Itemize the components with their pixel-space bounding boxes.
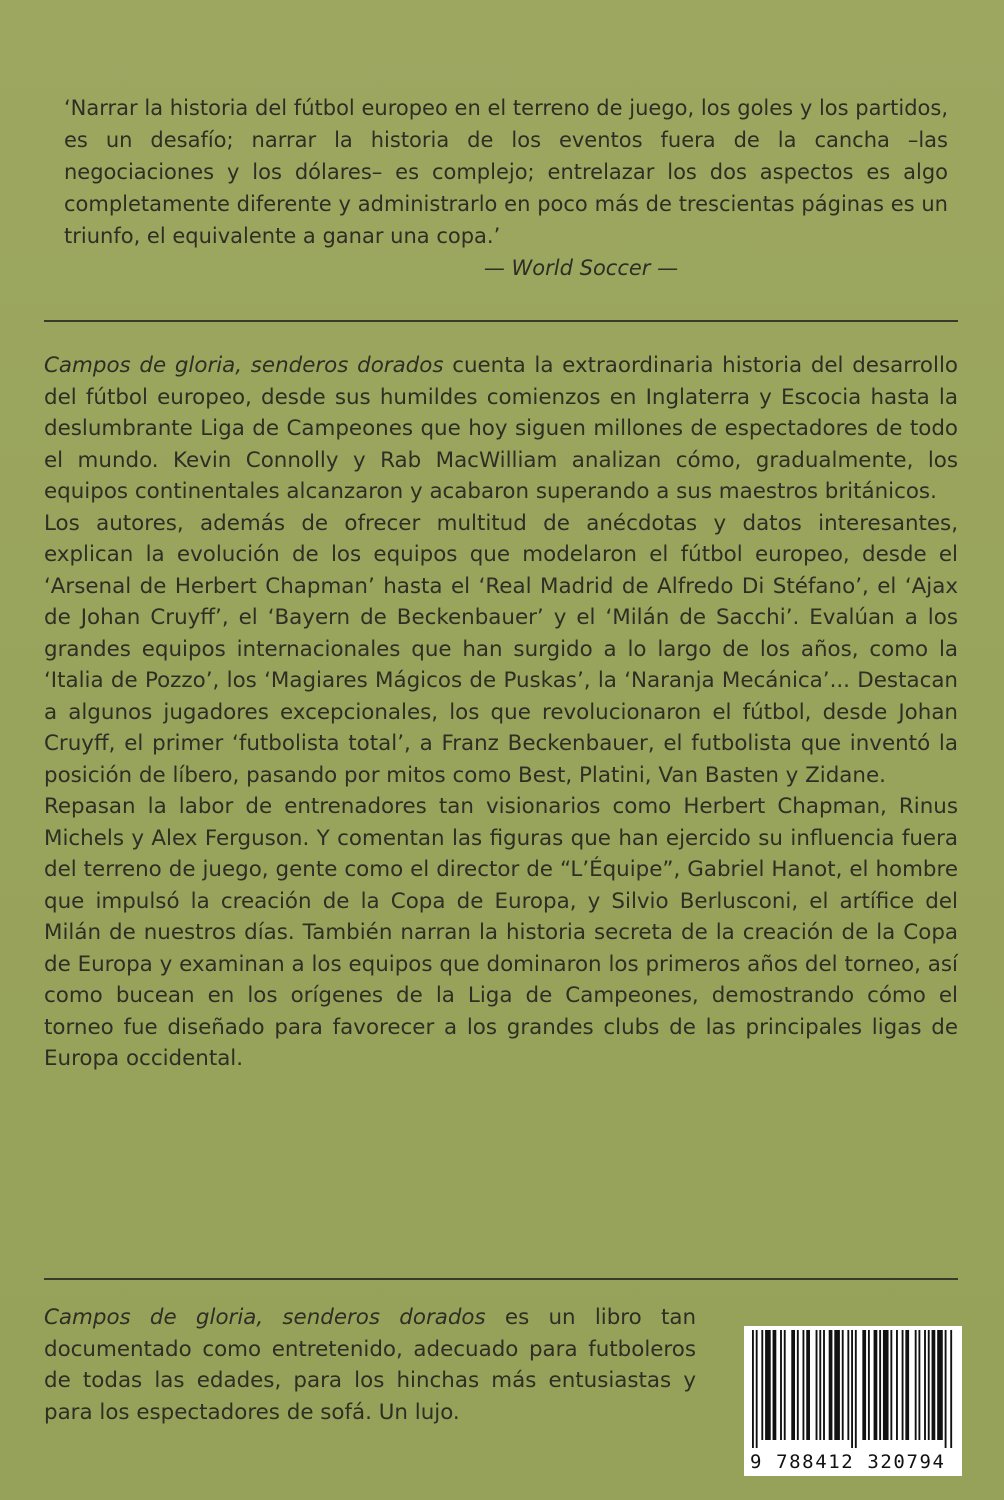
barcode-bar: [950, 1330, 952, 1448]
barcode-bar: [862, 1330, 866, 1440]
description-paragraph-1-text: cuenta la extraordinaria historia del desarrollo del fútbol europeo, desde sus humildes comienzos en Inglaterra y Escocia hasta la deslumbrante Liga de Campeones que hoy siguen millones de espectadores de todo el mundo. Kevin Connolly y Rab MacWilliam analizan cómo, gradualmente, los equipos continentales alcanzaron y acabaron superando a sus maestros británicos.: [44, 353, 958, 504]
barcode-bar: [855, 1330, 857, 1448]
closing-paragraph: [44, 1302, 696, 1428]
barcode-bar: [834, 1330, 840, 1440]
quote-attribution: — World Soccer —: [483, 256, 679, 280]
barcode-bar: [780, 1330, 782, 1440]
barcode-bar: [905, 1330, 909, 1440]
barcode-bar: [879, 1330, 881, 1440]
barcode-bar: [928, 1330, 930, 1440]
barcode-digits: 9 788412 320794: [750, 1451, 946, 1473]
barcode-bar: [902, 1330, 904, 1440]
barcode-bars: [752, 1330, 954, 1448]
barcode-bar: [829, 1330, 833, 1440]
barcode-bar: [937, 1330, 943, 1440]
barcode-bar: [806, 1330, 810, 1440]
barcode-bar: [918, 1330, 920, 1440]
closing-text: es un libro tan documentado como entretenido, adecuado para futboleros de todas las edades, para los hinchas más entusiastas y para los espectadores de sofá. Un lujo.: [44, 1305, 696, 1425]
barcode-bar: [761, 1330, 763, 1440]
closing-book-title: Campos de gloria, senderos dorados: [44, 1305, 486, 1330]
barcode-bar: [784, 1330, 786, 1440]
divider-bottom: [44, 1278, 958, 1280]
quote-text: ‘Narrar la historia del fútbol europeo en el terreno de juego, los goles y los partidos, es un desafío; narrar la historia de los eventos fuera de la cancha –las negociaciones y los dólares– es complejo; entrelazar los dos aspectos es algo completamente diferente y administrarlo en poco más de trescientas páginas es un triunfo, el equivalente a ganar una copa.’: [64, 96, 948, 248]
description-paragraph-1: [44, 350, 958, 508]
barcode-bar: [932, 1330, 936, 1440]
description-paragraph-3: Repasan la labor de entrenadores tan visionarios como Herbert Chapman, Rinus Michels y Alex Ferguson. Y comentan las figuras que han ejercido su influencia fuera del terreno de juego, gente como el director de “L’Équipe”, Gabriel Hanot, el hombre que impulsó la creación de la Copa de Europa, y Silvio Berlusconi, el artífice del Milán de nuestros días. También narran la historia secreta de la creación de la Copa de Europa y examinan a los equipos que dominaron los primeros años del torneo, así como bucean en los orígenes de la Liga de Campeones, demostrando cómo el torneo fue diseñado para favorecer a los grandes clubs de las principales ligas de Europa occidental.: [44, 794, 958, 1071]
barcode-bar: [842, 1330, 844, 1440]
barcode-bar: [874, 1330, 878, 1440]
isbn-barcode: [744, 1326, 962, 1476]
barcode-bar: [851, 1330, 853, 1448]
barcode-bar: [890, 1330, 892, 1440]
book-title-inline: Campos de gloria, senderos dorados: [44, 353, 444, 378]
barcode-bar: [945, 1330, 947, 1448]
barcode-bar: [816, 1330, 818, 1440]
barcode-bar: [823, 1330, 825, 1440]
barcode-bar: [847, 1330, 849, 1440]
description-paragraph-2: Los autores, además de ofrecer multitud de anécdotas y datos interesantes, explican la evolución de los equipos que modelaron el fútbol europeo, desde el ‘Arsenal de Herbert Chapman’ hasta el ‘Real Madrid de Alfredo Di Stéfano’, el ‘Ajax de Johan Cruyff’, el ‘Bayern de Beckenbauer’ y el ‘Milán de Sacchi’. Evalúan a los grandes equipos internacionales que han surgido a lo largo de los años, como la ‘Italia de Pozzo’, los ‘Magiares Mágicos de Puskas’, la ‘Naranja Mecánica’... Destacan a algunos jugadores excepcionales, los que revolucionaron el fútbol, desde Johan Cruyff, el primer ‘futbolista total’, a Franz Beckenbauer, el futbolista que inventó la posición de líbero, pasando por mitos como Best, Platini, Van Basten y Zidane.: [44, 510, 958, 788]
barcode-bar: [883, 1330, 889, 1440]
barcode-bar: [924, 1330, 926, 1440]
barcode-bar: [915, 1330, 917, 1440]
barcode-bar: [756, 1330, 758, 1448]
barcode-bar: [773, 1330, 777, 1440]
barcode-bar: [868, 1330, 870, 1440]
barcode-bar: [896, 1330, 898, 1440]
barcode-bar: [797, 1330, 799, 1440]
barcode-bar: [803, 1330, 805, 1440]
barcode-bar: [791, 1330, 795, 1440]
review-quote: [64, 92, 948, 284]
barcode-bar: [752, 1330, 754, 1448]
barcode-bar: [765, 1330, 771, 1440]
divider-top: [44, 320, 958, 322]
barcode-bar: [819, 1330, 821, 1440]
book-description: [44, 350, 958, 1075]
